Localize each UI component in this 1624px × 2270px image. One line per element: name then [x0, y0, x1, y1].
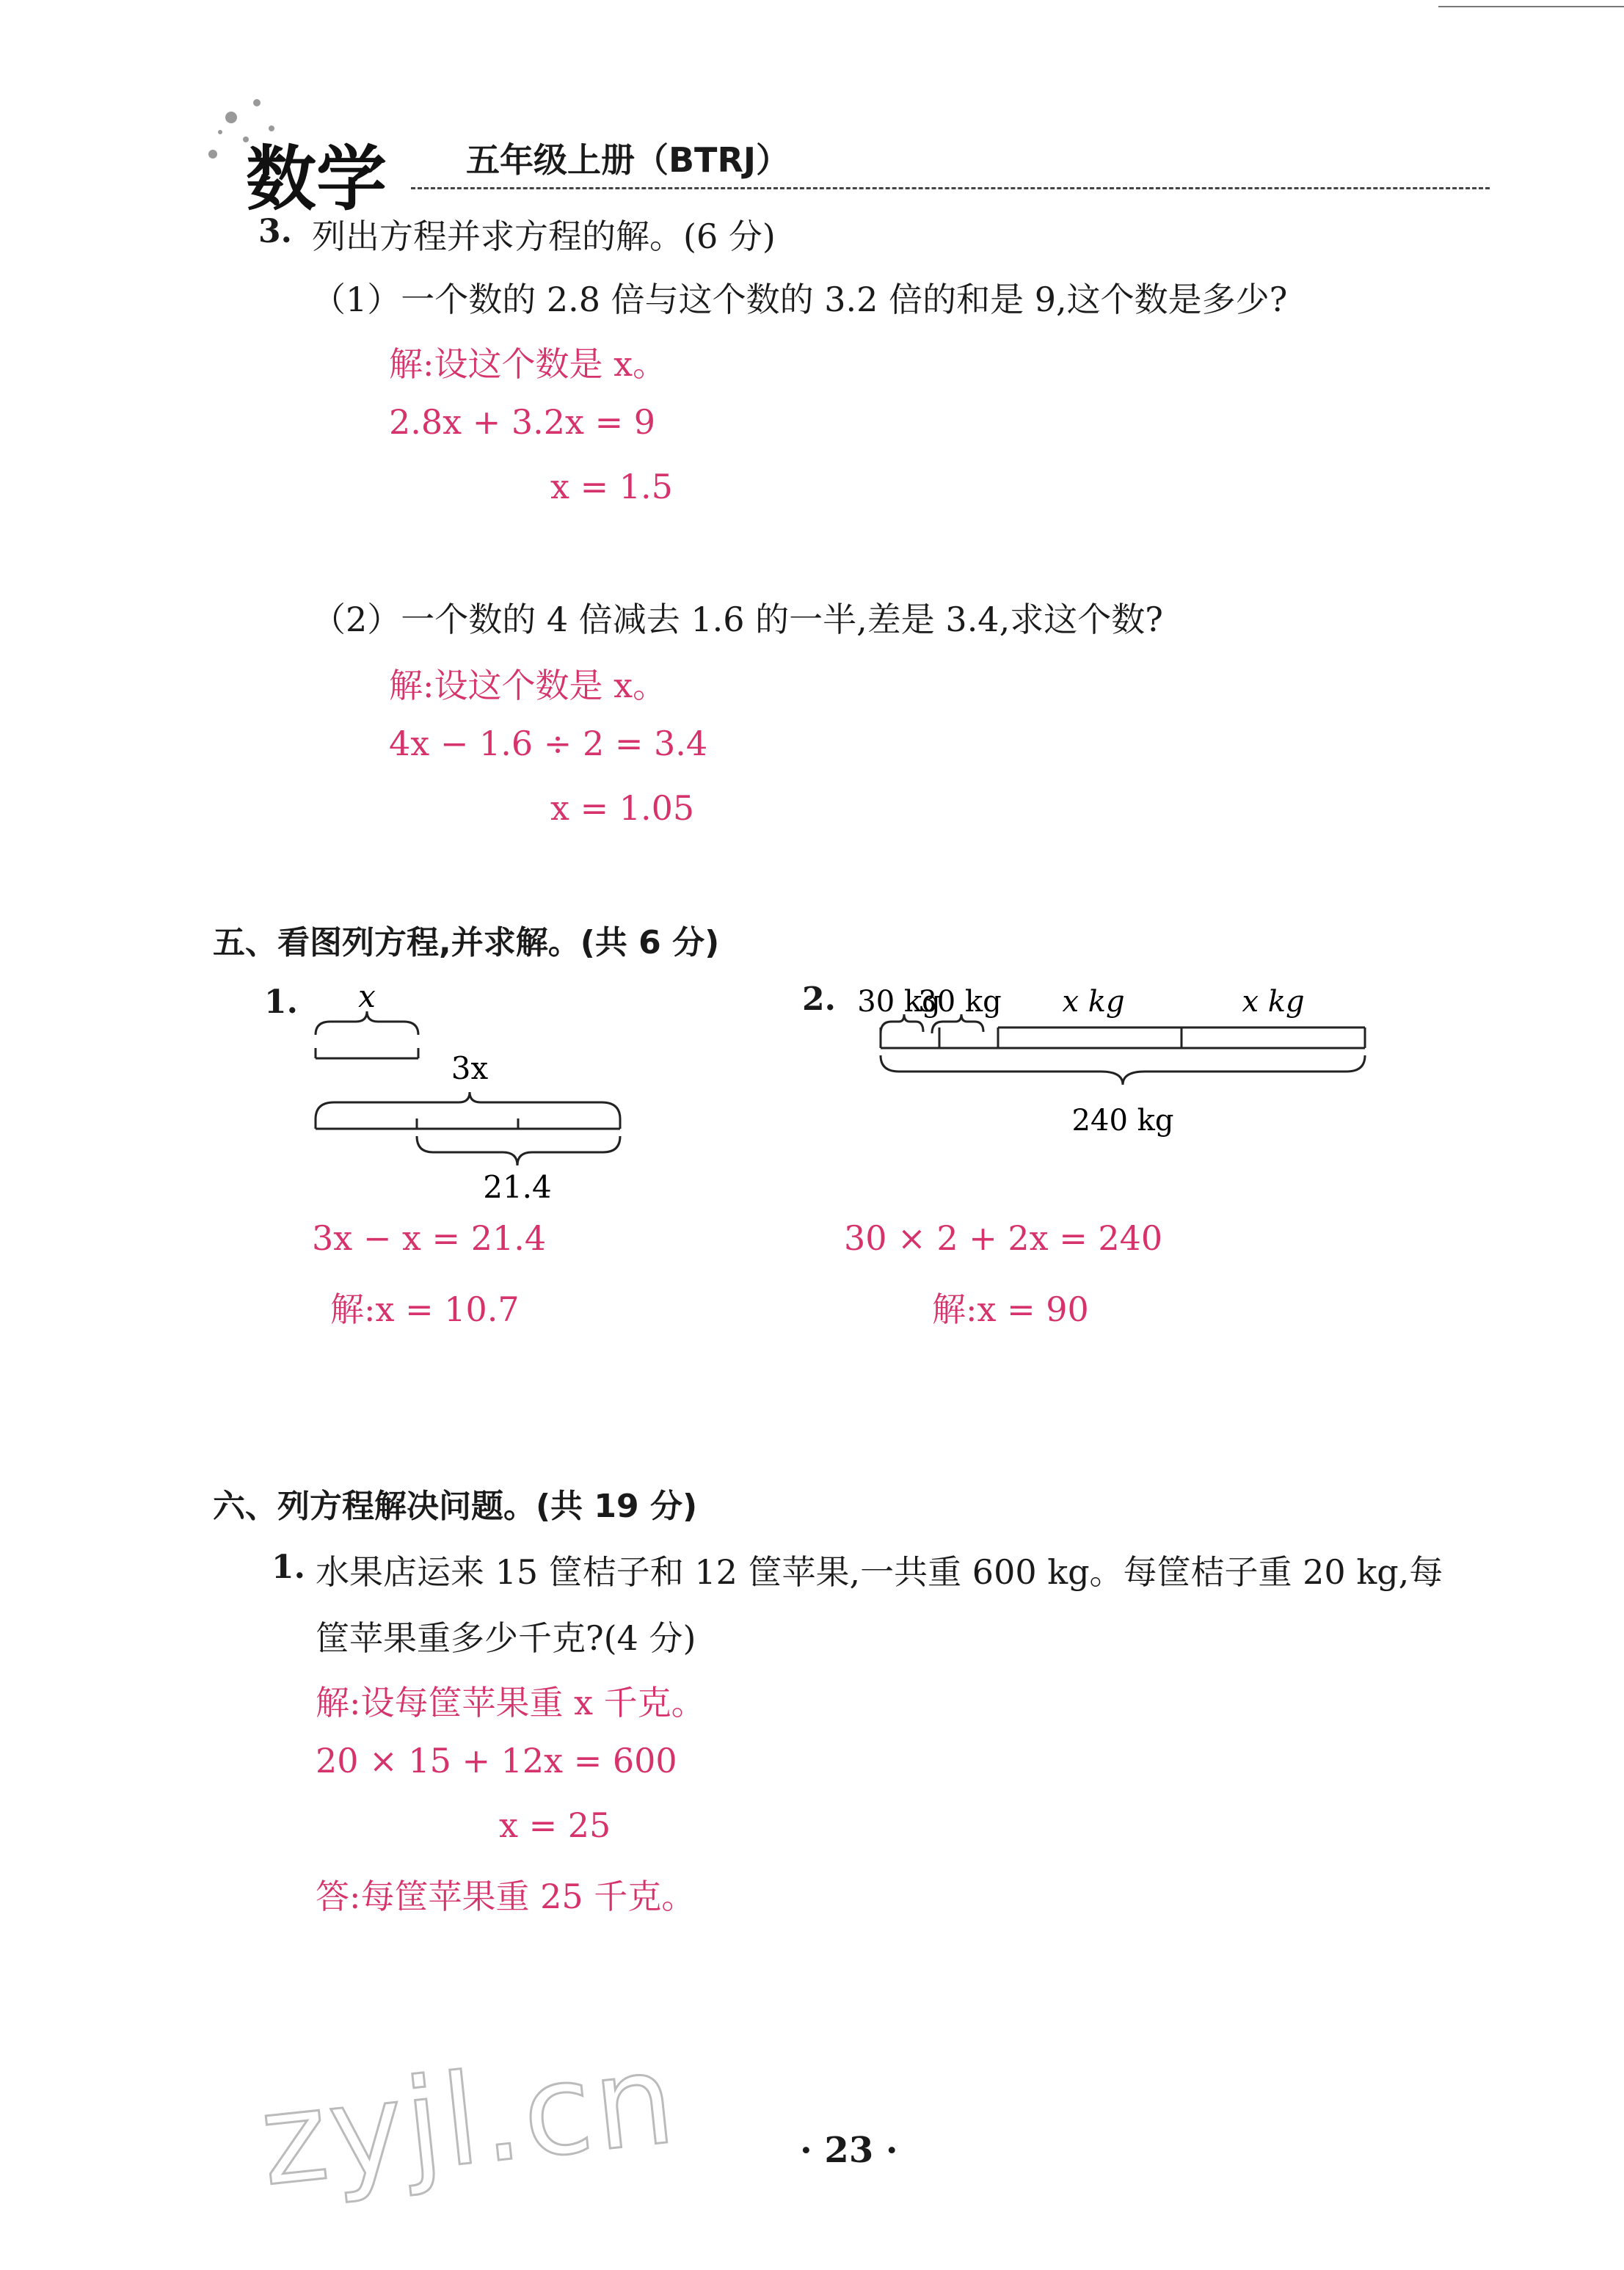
section6-q1-equation: 20 × 15 + 12x = 600 — [316, 1741, 677, 1780]
q3-1-question: （1）一个数的 2.8 倍与这个数的 3.2 倍的和是 9,这个数是多少? — [312, 280, 1288, 319]
diagram2 — [857, 969, 1380, 1160]
diagram1-label-3x: 3x — [451, 1050, 489, 1086]
header-dashed-rule — [411, 187, 1490, 189]
section6-title: 六、列方程解决问题。(共 19 分) — [213, 1488, 698, 1525]
diagram2-label-total: 240 kg — [1071, 1104, 1174, 1138]
header-subject: 数学 — [246, 138, 387, 220]
diagram1 — [294, 969, 660, 1204]
diagram2-label-b: 30 kg — [918, 985, 1002, 1019]
q3-2-equation: 4x − 1.6 ÷ 2 = 3.4 — [389, 724, 708, 763]
section6-q1-number: 1. — [272, 1549, 305, 1586]
section6-q1-answer: 答:每筐苹果重 25 千克。 — [316, 1877, 696, 1916]
q3-2-solution: x = 1.05 — [550, 788, 695, 828]
page-number: · 23 · — [800, 2130, 898, 2171]
diagram1-brace-x — [316, 1011, 418, 1035]
top-edge-rule — [1438, 6, 1624, 7]
q3-1-let: 解:设这个数是 x。 — [389, 344, 667, 384]
diagram1-label-x: x — [358, 978, 376, 1014]
section6-q1-line2: 筐苹果重多少千克?(4 分) — [316, 1618, 696, 1658]
section5-title: 五、看图列方程,并求解。(共 6 分) — [213, 924, 720, 961]
q3-2-question: （2）一个数的 4 倍减去 1.6 的一半,差是 3.4,求这个数? — [312, 600, 1163, 639]
section6-q1-line1: 水果店运来 15 筐桔子和 12 筐苹果,一共重 600 kg。每筐桔子重 20 kg,每 — [316, 1552, 1443, 1592]
diagram1-brace-bottom — [417, 1136, 620, 1165]
diagram1-number: 1. — [264, 983, 298, 1021]
q3-number: 3. — [258, 213, 292, 250]
diagram2-solution: 解:x = 90 — [932, 1289, 1089, 1329]
diagram2-number: 2. — [802, 981, 836, 1018]
diagram2-label-c: x kg — [1062, 985, 1125, 1019]
q3-title: 列出方程并求方程的解。(6 分) — [312, 217, 776, 256]
header-grade: 五年级上册（BTRJ） — [466, 140, 790, 180]
diagram1-solution: 解:x = 10.7 — [330, 1289, 520, 1329]
section6-q1-let: 解:设每筐苹果重 x 千克。 — [316, 1683, 705, 1722]
diagram2-label-a: 30 kg — [857, 985, 941, 1019]
diagram1-equation: 3x − x = 21.4 — [312, 1218, 547, 1258]
q3-2-let: 解:设这个数是 x。 — [389, 666, 667, 705]
diagram2-brace-total — [881, 1055, 1365, 1085]
diagram2-label-d: x kg — [1242, 985, 1305, 1019]
q3-1-solution: x = 1.5 — [550, 467, 673, 506]
section6-q1-solution: x = 25 — [499, 1805, 611, 1845]
watermark: zyjl.cn — [254, 2026, 684, 2215]
diagram1-brace-3x — [316, 1092, 620, 1119]
diagram1-label-total: 21.4 — [483, 1169, 552, 1205]
q3-1-equation: 2.8x + 3.2x = 9 — [389, 402, 656, 442]
diagram2-equation: 30 × 2 + 2x = 240 — [844, 1218, 1163, 1258]
